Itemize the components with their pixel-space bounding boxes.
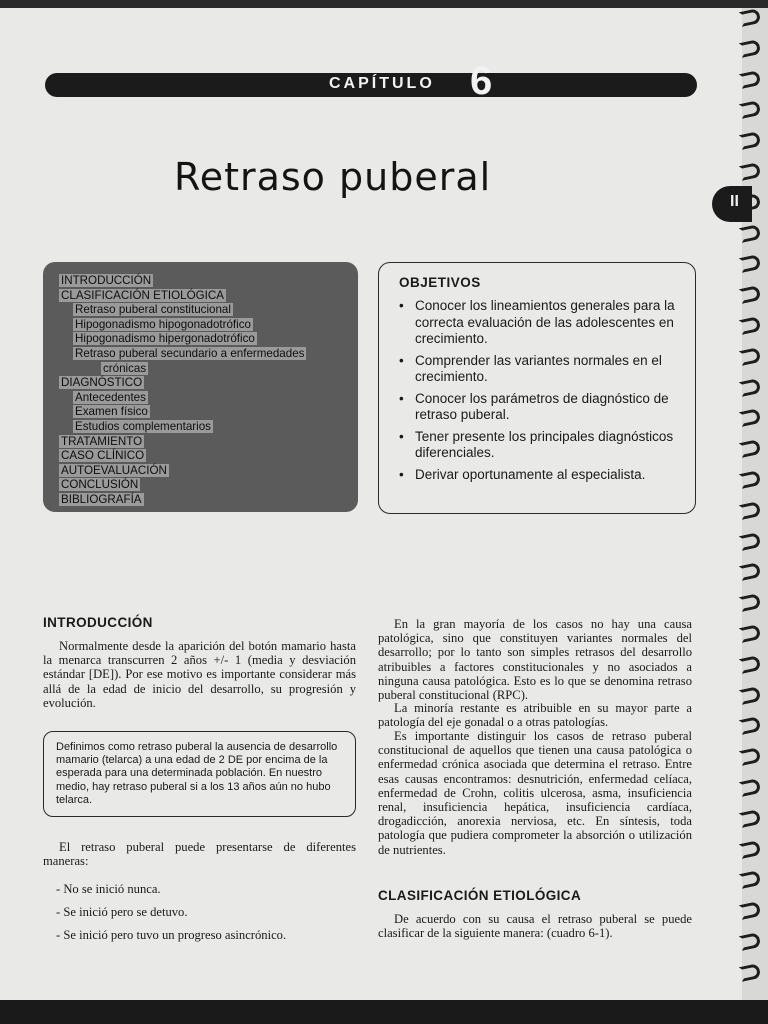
spiral-ring: [739, 378, 762, 397]
spiral-ring: [739, 840, 762, 859]
forms-intro-paragraph: El retraso puberal puede presentarse de diferentes maneras:: [43, 840, 356, 869]
intro-heading: INTRODUCCIÓN: [43, 615, 153, 630]
spiral-ring: [739, 254, 762, 273]
contents-item: [59, 435, 358, 450]
contents-item-label: CASO CLÍNICO: [61, 449, 145, 463]
spiral-binding: [738, 0, 768, 1000]
form-list-item: - Se inició pero se detuvo.: [56, 905, 188, 919]
contents-item-label: Antecedentes: [75, 390, 146, 404]
spiral-ring: [739, 8, 762, 27]
contents-item-label: DIAGNÓSTICO: [61, 376, 143, 390]
contents-item-label: Hipogonadismo hipergonadotrófico: [75, 332, 255, 346]
spiral-ring: [739, 932, 762, 951]
contents-item: [59, 318, 358, 333]
page-title: Retraso puberal: [174, 155, 492, 199]
contents-item: [59, 493, 358, 508]
contents-item-label: Estudios complementarios: [75, 419, 211, 433]
contents-item: [59, 347, 358, 362]
objective-item: • Comprender las variantes normales en el crecimiento.: [399, 353, 681, 386]
contents-item: [59, 391, 358, 406]
spiral-ring: [739, 901, 762, 920]
contents-item-label: INTRODUCCIÓN: [61, 274, 152, 287]
contents-item: [59, 420, 358, 435]
contents-item-label: TRATAMIENTO: [61, 434, 143, 448]
contents-item-label: CLASIFICACIÓN ETIOLÓGICA: [61, 288, 224, 302]
contents-item-label: Retraso puberal secundario a enfermedades: [75, 346, 305, 360]
contents-item-label: CONCLUSIÓN: [61, 478, 139, 492]
spiral-ring: [739, 963, 762, 982]
contents-item-label: Examen físico: [75, 405, 148, 419]
classification-heading: CLASIFICACIÓN ETIOLÓGICA: [378, 888, 582, 903]
spiral-ring: [739, 39, 762, 58]
contents-item: [59, 303, 358, 318]
spiral-ring: [739, 562, 762, 581]
spiral-ring: [739, 716, 762, 735]
scan-bottom-edge: [0, 1000, 768, 1024]
intro-paragraph: Normalmente desde la aparición del botón mamario hasta la menarca transcurren 2 años +/- 1 (media y desviación estándar [DE]). Por ese motivo es importante considerar más allá de la edad de inicio del desarrollo, su progresión y evolución.: [43, 639, 356, 710]
spiral-ring: [739, 408, 762, 427]
objectives-list: [399, 298, 681, 483]
spiral-ring: [739, 686, 762, 705]
spiral-ring: [739, 593, 762, 612]
contents-item: [59, 405, 358, 420]
spiral-ring: [739, 439, 762, 458]
contents-item: [59, 289, 358, 304]
chapter-contents-box: [43, 262, 358, 512]
spiral-ring: [739, 747, 762, 766]
contents-item: [59, 478, 358, 493]
spiral-ring: [739, 870, 762, 889]
chapter-label: CAPÍTULO: [329, 75, 435, 92]
objective-item: • Conocer los parámetros de diagnóstico de retraso puberal.: [399, 391, 681, 424]
spiral-ring: [739, 162, 762, 181]
contents-item: [59, 332, 358, 347]
forms-list: [56, 882, 286, 951]
spiral-ring: [739, 809, 762, 828]
contents-item-label: Hipogonadismo hipogonadotrófico: [75, 317, 251, 331]
form-list-item: - Se inició pero tuvo un progreso asincrónico.: [56, 928, 287, 942]
spiral-ring: [739, 131, 762, 150]
spiral-ring: [739, 224, 762, 243]
contents-item-label: AUTOEVALUACIÓN: [61, 463, 167, 477]
objective-item: • Derivar oportunamente al especialista.: [399, 467, 681, 484]
spiral-ring: [739, 100, 762, 119]
contents-item: [59, 362, 358, 377]
contents-item: [59, 449, 358, 464]
contents-item: [59, 464, 358, 479]
spiral-ring: [739, 501, 762, 520]
spiral-ring: [739, 778, 762, 797]
objectives-heading: OBJETIVOS: [399, 275, 481, 290]
chapter-banner: [45, 59, 697, 103]
spiral-ring: [739, 532, 762, 551]
contents-item-label: BIBLIOGRAFÍA: [61, 492, 142, 506]
spiral-ring: [739, 70, 762, 89]
objective-item: • Tener presente los principales diagnósticos diferenciales.: [399, 429, 681, 462]
section-side-tab: [712, 186, 752, 222]
contents-item-label: Retraso puberal constitucional: [75, 303, 231, 317]
spiral-ring: [739, 347, 762, 366]
body-paragraph: Es importante distinguir los casos de retraso puberal constitucional de aquellos que tienen una causa patológica o enfermedad crónica asociada que determina el retraso. Entre esas causas encontramos: desnutrición, enfermedad celíaca, enfermedad de Crohn, colitis ulcerosa, asma, insuficiencia renal, insuficiencia hepática, insuficiencia cardíaca, drogadicción, anorexia nerviosa, etc. En síntesis, toda patología que pudiera comprometer la absorción o utilización de nutrientes.: [378, 729, 692, 857]
objectives-box: [378, 262, 696, 514]
spiral-ring: [739, 285, 762, 304]
scan-top-edge: [0, 0, 768, 8]
spiral-ring: [739, 655, 762, 674]
spiral-ring: [739, 624, 762, 643]
spiral-ring: [739, 316, 762, 335]
chapter-number: 6: [470, 59, 493, 103]
contents-item: [59, 274, 358, 289]
section-tab-label: II: [730, 193, 739, 210]
objective-item: • Conocer los lineamientos generales para la correcta evaluación de las adolescentes en crecimiento.: [399, 298, 681, 348]
classification-paragraph: De acuerdo con su causa el retraso puberal se puede clasificar de la siguiente manera: (cuadro 6-1).: [378, 912, 692, 941]
body-paragraph: La minoría restante es atribuible en su mayor parte a patología del eje gonadal o a otras patologías.: [378, 701, 692, 730]
contents-item: [59, 376, 358, 391]
spiral-ring: [739, 470, 762, 489]
definition-box: Definimos como retraso puberal la ausencia de desarrollo mamario (telarca) a una edad de 2 DE por encima de la esperada para una determinada población. En nuestro medio, hay retraso puberal si a los 13 años aún no hubo telarca.: [43, 731, 356, 817]
form-list-item: - No se inició nunca.: [56, 882, 161, 896]
body-paragraph: En la gran mayoría de los casos no hay una causa patológica, sino que constituyen variantes normales del desarrollo; por lo tanto son simples retrasos del desarrollo atribuibles a factores constitucionales y no asociados a ninguna causa patológica. Esto es lo que se denomina retraso puberal constitucional (RPC).: [378, 617, 692, 703]
contents-item-label: crónicas: [103, 361, 147, 375]
